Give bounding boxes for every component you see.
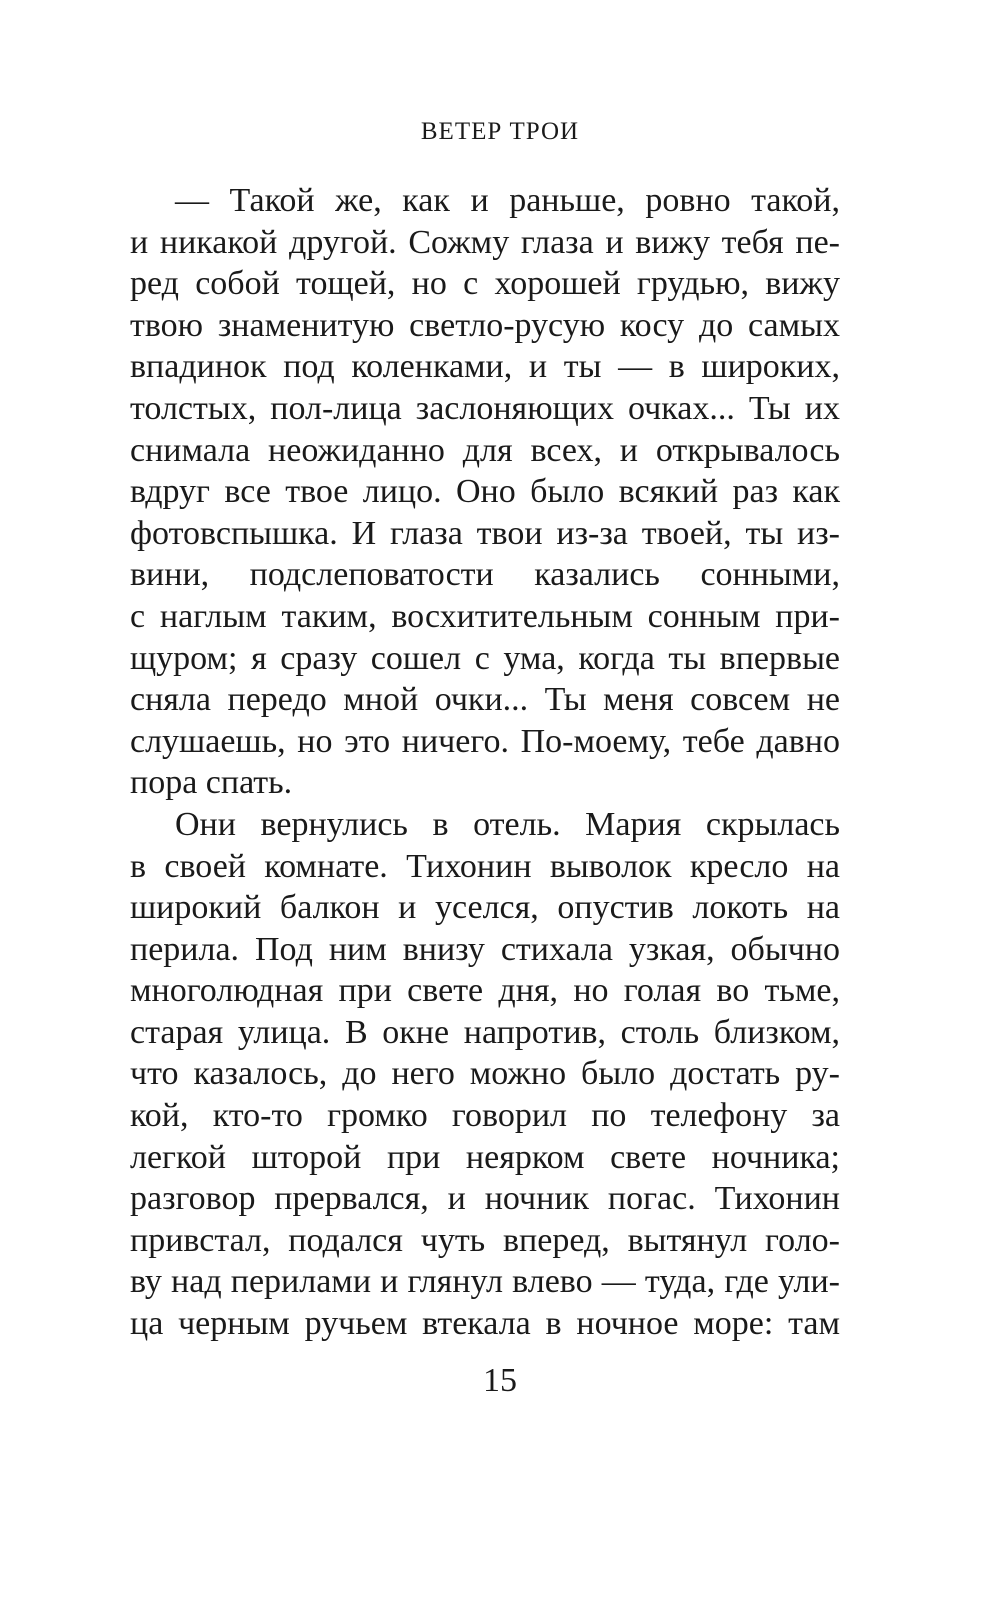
text-line: ред собой тощей, но с хорошей грудью, вижу [130,265,840,303]
text-line: пора спать. [130,764,293,802]
running-head: ВЕТЕР ТРОИ [420,118,580,145]
page-number: 15 [483,1362,517,1399]
text-line: что казалось, до него можно было достать ру- [130,1055,840,1093]
text-line: слушаешь, но это ничего. По-моему, тебе давно [130,722,840,760]
text-line: в своей комнате. Тихонин выволок кресло на [130,847,840,885]
text-line: ца черным ручьем втекала в ночное море: там [130,1305,840,1343]
text-line: впадинок под коленками, и ты — в широких, [130,348,840,386]
text-line: вини, подслеповатости казались сонными, [130,556,840,594]
text-line: старая улица. В окне напротив, столь близком, [130,1013,840,1051]
text-line: Они вернулись в отель. Мария скрылась [175,805,840,843]
text-line: привстал, подался чуть вперед, вытянул голо- [130,1221,840,1259]
text-line: перила. Под ним внизу стихала узкая, обычно [130,930,840,968]
text-line: легкой шторой при неярком свете ночника; [130,1138,840,1176]
text-line: твою знаменитую светло-русую косу до самых [130,306,840,344]
text-line: — Такой же, как и раньше, ровно такой, [175,182,840,219]
text-line: и никакой другой. Сожму глаза и вижу тебя пе- [130,223,840,261]
text-line: щуром; я сразу сошел с ума, когда ты впервые [130,639,840,677]
text-line: сняла передо мной очки... Ты меня совсем не [130,681,840,719]
text-line: снимала неожиданно для всех, и открывалось [130,431,840,469]
body-text [130,180,840,1345]
text-line: толстых, пол-лица заслоняющих очках... Ты их [130,389,840,427]
text-line: разговор прервался, и ночник погас. Тихонин [130,1180,840,1218]
text-line: кой, кто-то громко говорил по телефону за [130,1097,840,1135]
text-line: ву над перилами и глянул влево — туда, где ули- [130,1263,840,1301]
text-line: вдруг все твое лицо. Оно было всякий раз как [130,473,840,511]
text-line: широкий балкон и уселся, опустив локоть на [130,889,840,927]
text-line: с наглым таким, восхитительным сонным при- [130,597,840,635]
text-line: фотовспышка. И глаза твои из-за твоей, ты из- [130,514,840,552]
text-line: многолюдная при свете дня, но голая во тьме, [130,972,840,1010]
